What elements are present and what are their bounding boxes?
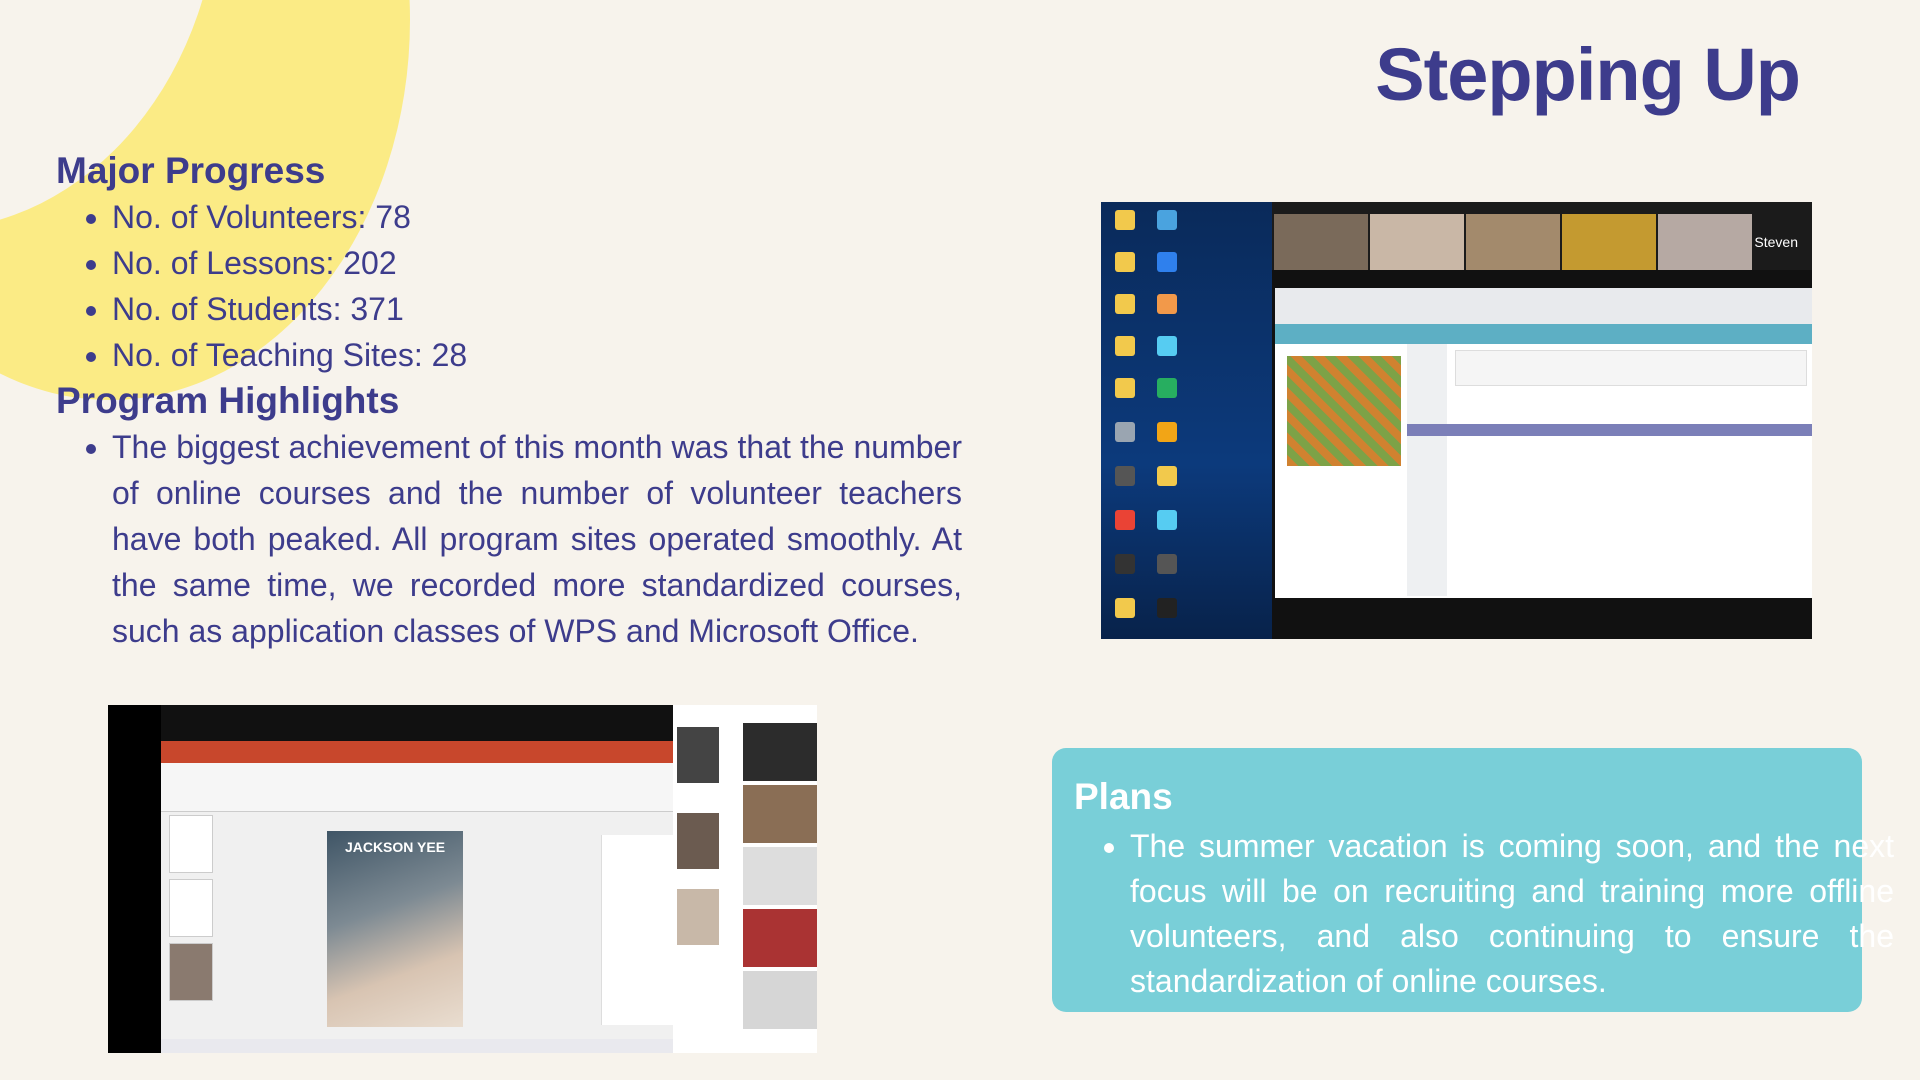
list-item: • No. of Students: 371	[112, 286, 962, 332]
instruction-box	[1455, 350, 1807, 386]
program-highlights-list	[56, 424, 962, 654]
current-slide	[327, 831, 463, 1027]
major-progress-heading: Major Progress	[56, 150, 326, 191]
black-margin	[108, 705, 161, 1053]
desktop-sidebar	[1101, 202, 1272, 639]
app-icon	[1115, 466, 1135, 486]
recycle-bin-icon	[1115, 422, 1135, 442]
ppt-class-screenshot	[108, 705, 817, 1053]
participants-panel	[673, 705, 817, 1053]
folder-icon	[1115, 210, 1135, 230]
list-item: • No. of Volunteers: 78	[112, 194, 962, 240]
app-icon	[1157, 294, 1177, 314]
slide-thumbnails	[169, 815, 219, 1025]
chrome-icon	[1115, 510, 1135, 530]
app-icon	[1157, 210, 1177, 230]
slide-title: Stepping Up	[1375, 33, 1800, 116]
folder-icon	[1115, 252, 1135, 272]
plans-box	[1052, 748, 1894, 1012]
participant-video	[1274, 214, 1368, 270]
browser-tabs	[1275, 288, 1812, 324]
participant-video	[1658, 214, 1752, 270]
adobe-illustrator-icon	[1157, 422, 1177, 442]
slide-heading: JACKSON YEE	[344, 839, 446, 855]
folder-icon	[1115, 378, 1135, 398]
app-icon	[1157, 252, 1177, 272]
scratch-icon	[1157, 466, 1177, 486]
participant-video	[743, 723, 817, 781]
app-icon	[1157, 336, 1177, 356]
participant-video	[743, 909, 817, 967]
folder-icon	[1115, 336, 1135, 356]
browser-window	[1275, 288, 1812, 598]
maze-puzzle	[1287, 356, 1401, 466]
left-column	[56, 148, 962, 654]
wechat-icon	[1157, 378, 1177, 398]
bandicam-icon	[1157, 598, 1177, 618]
participant-video	[1466, 214, 1560, 270]
slide-thumbnail	[169, 815, 213, 873]
participant-photo	[677, 889, 719, 945]
list-item: • No. of Lessons: 202	[112, 240, 962, 286]
workspace-header	[1407, 424, 1812, 436]
participant-photo	[677, 813, 719, 869]
participant-video	[1562, 214, 1656, 270]
participant-video	[743, 971, 817, 1029]
windows-taskbar	[161, 1039, 673, 1053]
participant-photo	[677, 727, 719, 783]
app-icon	[1115, 554, 1135, 574]
participant-video	[743, 785, 817, 843]
participant-video	[743, 847, 817, 905]
video-participants-strip	[1272, 202, 1812, 270]
online-class-screenshot	[1101, 202, 1812, 639]
slide-thumbnail	[169, 943, 213, 1001]
program-highlights-heading: Program Highlights	[56, 380, 400, 421]
lesson-progress-bar	[1275, 324, 1812, 344]
participant-name: Steven	[1754, 234, 1798, 250]
major-progress-list	[56, 194, 962, 378]
list-item: • No. of Teaching Sites: 28	[112, 332, 962, 378]
app-icon	[1157, 554, 1177, 574]
block-palette	[1407, 344, 1447, 596]
slide-thumbnail	[169, 879, 213, 937]
app-icon	[1157, 510, 1177, 530]
list-item: • The summer vacation is coming soon, and the next focus will be on recruiting and training more offline volunteers, and also continuing to ensure the standardization of online courses.	[1130, 824, 1894, 1004]
folder-icon	[1115, 294, 1135, 314]
plans-list	[1074, 824, 1894, 1004]
list-item: • The biggest achievement of this month was that the number of online courses and the number of volunteer teachers have both peaked. All program sites operated smoothly. At the same time, we recorded more standardized courses, such as application classes of WPS and Microsoft Office.	[112, 424, 962, 654]
participant-video	[1370, 214, 1464, 270]
plans-heading: Plans	[1074, 776, 1173, 817]
potplayer-icon	[1115, 598, 1135, 618]
